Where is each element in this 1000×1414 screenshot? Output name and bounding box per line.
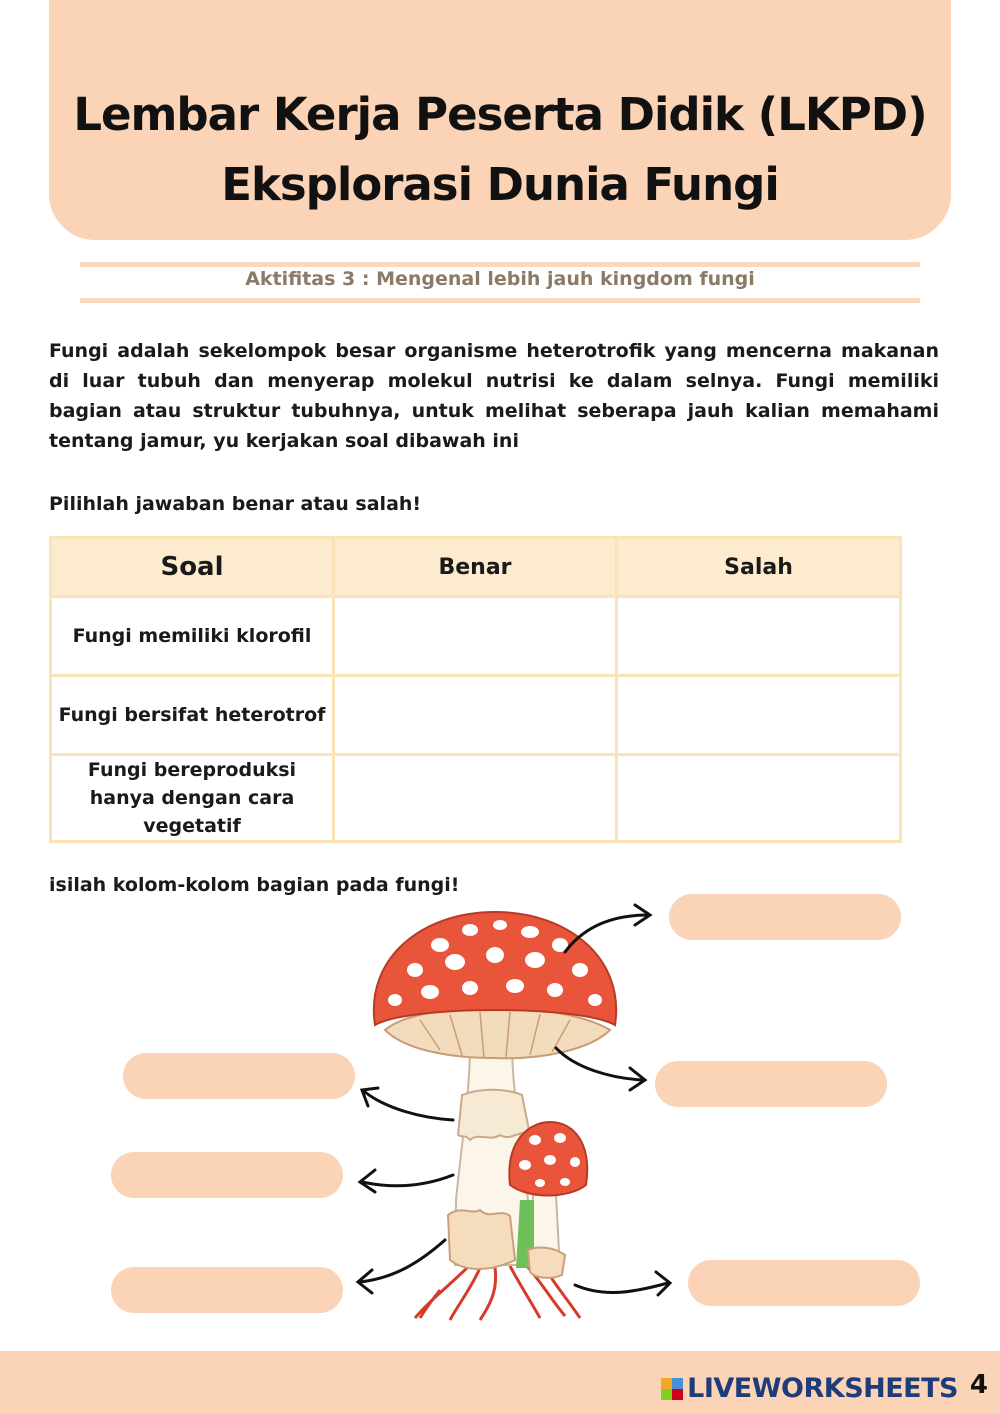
quiz-instruction: Pilihlah jawaban benar atau salah! [49,493,422,515]
arrow-to-volva [360,1240,445,1282]
label-box-gills[interactable] [655,1061,887,1107]
liveworksheets-icon [661,1378,683,1400]
label-box-volva[interactable] [111,1267,343,1313]
label-box-mycelium[interactable] [688,1260,920,1306]
benar-cell[interactable] [334,597,617,676]
label-box-stipe[interactable] [111,1152,343,1198]
page-number: 4 [969,1370,988,1400]
header-salah: Salah [617,538,901,597]
question-cell: Fungi bersifat heterotrof [51,676,334,755]
header-benar: Benar [334,538,617,597]
small-volva [528,1248,565,1278]
arrow-to-mycelium [575,1283,668,1293]
benar-cell[interactable] [334,676,617,755]
brand-name: LIVEWORKSHEETS [687,1373,958,1404]
quiz-table [49,536,902,843]
parts-instruction: isilah kolom-kolom bagian pada fungi! [49,874,460,896]
table-row [51,597,901,676]
salah-cell[interactable] [617,755,901,842]
annulus-ring [458,1090,530,1140]
benar-cell[interactable] [334,755,617,842]
arrow-to-stipe [362,1175,453,1186]
question-cell: Fungi bereproduksi hanya dengan cara vegetatif [51,755,334,842]
page-title [49,80,951,220]
brand-logo [661,1373,958,1404]
salah-cell[interactable] [617,676,901,755]
intro-paragraph: Fungi adalah sekelompok besar organisme heterotrofik yang mencerna makanan di luar tubuh dan menyerap molekul nutrisi ke dalam selnya. Fungi memiliki bagian atau struktur tubuhnya, untuk melihat seberapa jauh kalian memahami tentang jamur, yu kerjakan soal dibawah ini [49,340,939,452]
table-row [51,676,901,755]
arrow-to-gills [556,1048,642,1080]
label-box-ring[interactable] [123,1053,355,1099]
activity-title: Aktifitas 3 : Mengenal lebih jauh kingdom fungi [245,268,755,290]
arrow-to-ring [365,1092,453,1120]
volva [448,1210,515,1269]
quiz-header-row [51,538,901,597]
table-row [51,755,901,842]
header-soal: Soal [51,538,334,597]
activity-divider-top [80,262,920,267]
label-box-cap[interactable] [669,894,901,940]
title-line-2: Eksplorasi Dunia Fungi [221,158,779,211]
question-cell: Fungi memiliki klorofil [51,597,334,676]
title-line-1: Lembar Kerja Peserta Didik (LKPD) [73,88,927,141]
salah-cell[interactable] [617,597,901,676]
activity-divider-bottom [80,298,920,303]
